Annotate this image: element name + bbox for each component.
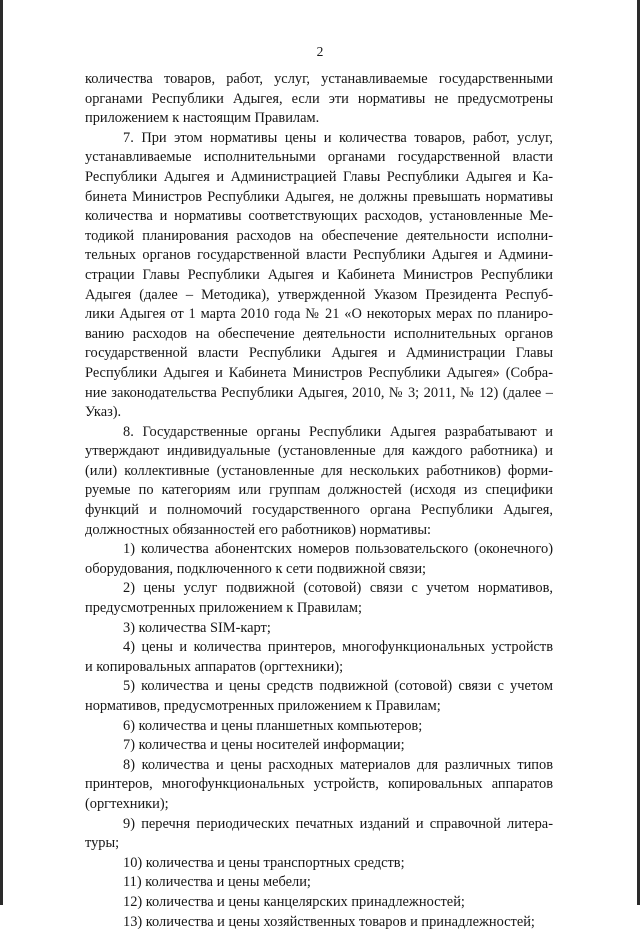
text-line: оборудования, подключенного к сети подвижной связи; xyxy=(85,560,427,577)
text-line: тельных органов государственной власти Республики Адыгея и Админи- xyxy=(85,247,553,264)
text-line: лики Адыгея от 1 марта 2010 года № 21 «О некоторых мерах по планиро- xyxy=(85,306,553,323)
text-line: ние законодательства Республики Адыгея, 2010, № 3; 2011, № 12) (далее – xyxy=(85,384,553,401)
text-line: 1) количества абонентских номеров пользовательского (оконечного) xyxy=(123,541,553,558)
text-line: 13) количества и цены хозяйственных товаров и принадлежностей; xyxy=(123,913,535,930)
text-line: 6) количества и цены планшетных компьютеров; xyxy=(123,717,423,734)
text-line: (или) коллективные (установленные для нескольких работников) форми- xyxy=(85,462,553,479)
text-line: государственной власти Республики Адыгея и Администрации Главы xyxy=(85,345,553,362)
text-line: функций и полномочий государственного органа Республики Адыгея, xyxy=(85,502,553,519)
text-line: бинета Министров Республики Адыгея, не должны превышать нормативы xyxy=(85,188,553,205)
text-line: Республики Адыгея и Кабинета Министров Республики Адыгея» (Собра- xyxy=(85,364,553,381)
text-line: количества и нормативы соответствующих расходов, установленные Ме- xyxy=(85,208,553,225)
text-line: 4) цены и количества принтеров, многофункциональных устройств xyxy=(123,639,553,656)
text-line: Адыгея (далее – Методика), утвержденной Указом Президента Респуб- xyxy=(85,286,553,303)
text-line: предусмотренных приложением к Правилам; xyxy=(85,600,363,617)
text-line: 7. При этом нормативы цены и количества товаров, работ, услуг, xyxy=(123,129,553,146)
text-line: нормативов, предусмотренных приложением к Правилам; xyxy=(85,698,441,714)
text-line: 2) цены услуг подвижной (сотовой) связи с учетом нормативов, xyxy=(123,580,553,597)
text-line: приложением к настоящим Правилам. xyxy=(85,110,320,127)
text-line: 7) количества и цены носителей информации; xyxy=(123,737,405,754)
text-line: 12) количества и цены канцелярских принадлежностей; xyxy=(123,893,465,910)
text-line: и копировальных аппаратов (оргтехники); xyxy=(85,658,344,675)
text-line: Республики Адыгея и Администрацией Главы Республики Адыгея и Ка- xyxy=(85,168,553,185)
text-line: тодикой планирования расходов на обеспечение деятельности исполни- xyxy=(85,227,553,244)
text-line: принтеров, многофункциональных устройств, копировальных аппаратов xyxy=(85,776,553,793)
text-line: устанавливаемые исполнительными органами государственной власти xyxy=(85,149,553,166)
text-line: органами Республики Адыгея, если эти нормативы не предусмотрены xyxy=(85,90,553,107)
text-line: 10) количества и цены транспортных средств; xyxy=(123,854,405,871)
text-line: 11) количества и цены мебели; xyxy=(123,874,311,891)
text-line: 5) количества и цены средств подвижной (сотовой) связи с учетом xyxy=(123,678,553,695)
text-line: 8) количества и цены расходных материалов для различных типов xyxy=(123,756,553,773)
page-number: 2 xyxy=(316,44,324,59)
text-line: туры; xyxy=(85,835,120,852)
text-line: утверждают индивидуальные (установленные для каждого работника) и xyxy=(85,443,553,460)
text-line: (оргтехники); xyxy=(85,795,169,812)
text-line: 3) количества SIM-карт; xyxy=(123,619,271,636)
text-line: Указ). xyxy=(85,404,122,421)
text-line: руемые по категориям или группам должностей (исходя из специфики xyxy=(85,482,553,499)
text-line: должностных обязанностей его работников) нормативы: xyxy=(85,521,432,538)
text-line: ванию расходов на обеспечение деятельности исполнительных органов xyxy=(85,325,553,342)
text-line: количества товаров, работ, услуг, устанавливаемые государственными xyxy=(85,71,553,87)
text-line: 9) перечня периодических печатных изданий и справочной литера- xyxy=(123,815,553,832)
document-body xyxy=(85,70,553,932)
text-line: 8. Государственные органы Республики Адыгея разрабатывают и xyxy=(123,423,553,440)
text-line: страции Главы Республики Адыгея и Кабинета Министров Республики xyxy=(85,266,553,283)
